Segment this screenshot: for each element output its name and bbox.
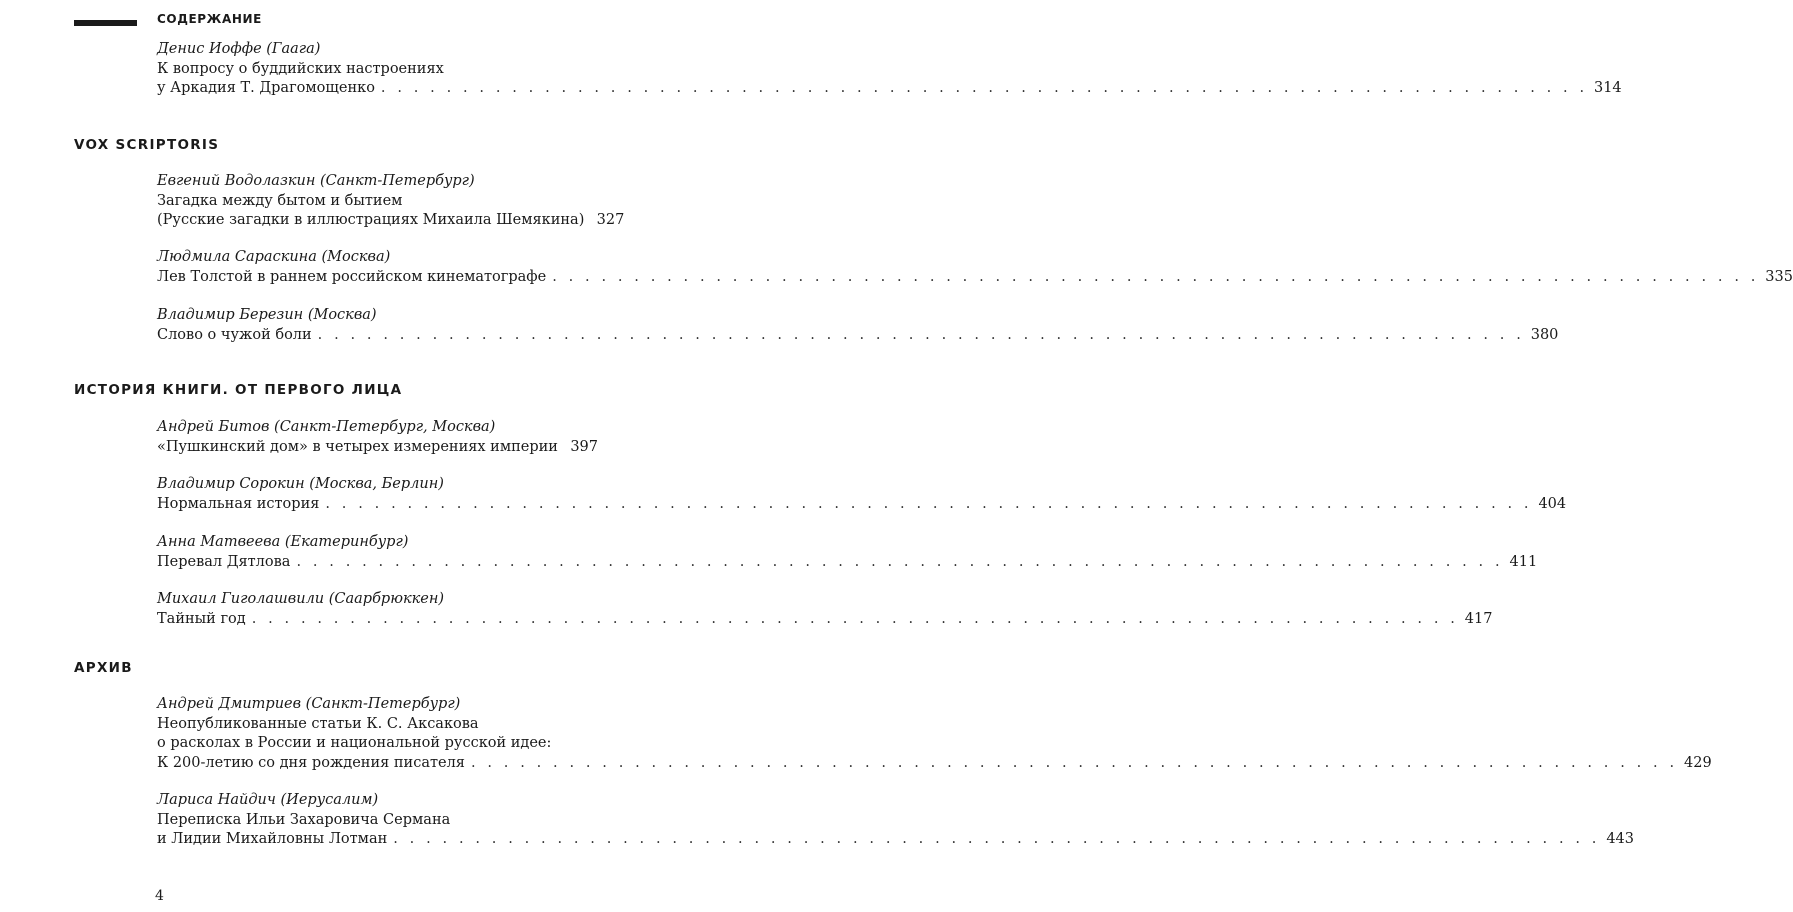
toc-entry — [157, 306, 1559, 345]
entry-title-line: К вопросу о буддийских настроениях — [157, 60, 444, 77]
header-rule — [74, 20, 137, 26]
entry-title-text: у Аркадия Т. Драгомощенко — [157, 80, 375, 96]
page-ref: 380 — [1530, 326, 1559, 343]
entry-title-last-line — [157, 268, 1793, 288]
entry-title-line: Переписка Ильи Захаровича Сермана — [157, 811, 451, 828]
page-ref: 429 — [1684, 754, 1712, 771]
entry-author: Людмила Сараскина (Москва) — [157, 249, 391, 265]
entry-author: Лариса Найдич (Иерусалим) — [157, 792, 379, 808]
toc-entry — [157, 791, 1635, 850]
page-ref: 443 — [1606, 831, 1635, 847]
page-ref: 314 — [1593, 80, 1622, 96]
dot-leader: . . . . . . . . . . . . . . . . . . . . . . . . . . . . . . . . . . . . . . . . . . . . . . . . . . . . . . . . . . . . . . . . . . . . . . . . . . — [393, 831, 1601, 847]
entry-author: Анна Матвеева (Екатеринбург) — [157, 534, 409, 550]
entry-author: Андрей Битов (Санкт-Петербург, Москва) — [157, 419, 496, 435]
entry-title-line: о расколах в России и национальной русской идее: — [157, 735, 552, 751]
entry-title-text: Лев Толстой в раннем российском кинематографе — [157, 268, 547, 285]
page-ref: 327 — [596, 212, 625, 228]
page-ref: 397 — [570, 438, 598, 455]
page-ref: 411 — [1509, 553, 1538, 570]
entry-title-last-line — [157, 553, 1538, 573]
toc-entry — [157, 590, 1493, 629]
section-title-vox-scriptoris: VOX SCRIPTORIS — [74, 137, 220, 153]
entry-author: Евгений Водолазкин (Санкт-Петербург) — [157, 173, 475, 189]
dot-leader: . . . . . . . . . . . . . . . . . . . . . . . . . . . . . . . . . . . . . . . . . . . . . . . . . . . . . . . . . . . . . . . . . . . . . . . . . . — [470, 754, 1678, 771]
section-title-book-history: ИСТОРИЯ КНИГИ. ОТ ПЕРВОГО ЛИЦА — [74, 382, 403, 398]
section-title-archive: АРХИВ — [74, 660, 133, 676]
page-number: 4 — [155, 888, 164, 904]
entry-author: Владимир Березин (Москва) — [157, 307, 377, 323]
entry-title-last-line — [157, 438, 598, 458]
entry-title-last-line — [157, 79, 1622, 99]
entry-title-last-line — [157, 610, 1493, 630]
page-ref: 417 — [1464, 610, 1493, 627]
toc-entry — [157, 695, 1712, 773]
page-ref: 404 — [1538, 495, 1567, 512]
entry-title-text: Нормальная история — [157, 495, 320, 512]
dot-leader: . . . . . . . . . . . . . . . . . . . . . . . . . . . . . . . . . . . . . . . . . . . . . . . . . . . . . . . . . . . . . . . . . . . . . . . . . . — [296, 553, 1504, 570]
entry-author: Денис Иоффе (Гаага) — [157, 41, 321, 57]
entry-title-line: Неопубликованные статьи К. С. Аксакова — [157, 715, 479, 732]
entry-title-line: Загадка между бытом и бытием — [157, 192, 403, 209]
entry-title-last-line — [157, 326, 1559, 346]
dot-leader: . . . . . . . . . . . . . . . . . . . . . . . . . . . . . . . . . . . . . . . . . . . . . . . . . . . . . . . . . . . . . . . . . . . . . . . . . . — [317, 326, 1525, 343]
entry-title-last-line — [157, 754, 1712, 774]
entry-title-text: и Лидии Михайловны Лотман — [157, 831, 388, 847]
toc-entry — [157, 475, 1567, 514]
entry-title-text: Слово о чужой боли — [157, 326, 312, 343]
dot-leader: . . . . . . . . . . . . . . . . . . . . . . . . . . . . . . . . . . . . . . . . . . . . . . . . . . . . . . . . . . . . . . . . . . . . . . . . . . — [325, 495, 1533, 512]
toc-entry — [157, 418, 598, 457]
entry-author: Владимир Сорокин (Москва, Берлин) — [157, 476, 444, 492]
entry-title-text: Перевал Дятлова — [157, 553, 291, 570]
page-ref: 335 — [1765, 268, 1793, 285]
toc-entry — [157, 172, 625, 231]
entry-title-last-line — [157, 495, 1567, 515]
entry-title-text: Тайный год — [157, 610, 246, 627]
entry-author: Андрей Дмитриев (Санкт-Петербург) — [157, 696, 461, 712]
entry-title-last-line — [157, 830, 1635, 850]
running-header: СОДЕРЖАНИЕ — [157, 12, 262, 26]
entry-title-text: «Пушкинский дом» в четырех измерениях империи — [157, 438, 558, 455]
dot-leader: . . . . . . . . . . . . . . . . . . . . . . . . . . . . . . . . . . . . . . . . . . . . . . . . . . . . . . . . . . . . . . . . . . . . . . . . . . — [251, 610, 1459, 627]
entry-title-last-line — [157, 211, 625, 231]
entry-title-text: (Русские загадки в иллюстрациях Михаила Шемякина) — [157, 212, 585, 228]
dot-leader: . . . . . . . . . . . . . . . . . . . . . . . . . . . . . . . . . . . . . . . . . . . . . . . . . . . . . . . . . . . . . . . . . . . . . . . . . . — [552, 268, 1759, 285]
toc-entry — [157, 533, 1538, 572]
entry-author: Михаил Гиголашвили (Саарбрюккен) — [157, 591, 445, 607]
entry-title-text: К 200-летию со дня рождения писателя — [157, 754, 465, 771]
dot-leader: . . . . . . . . . . . . . . . . . . . . . . . . . . . . . . . . . . . . . . . . . . . . . . . . . . . . . . . . . . . . . . . . . . . . . . . . . . — [380, 80, 1588, 96]
toc-entry — [157, 248, 1793, 287]
toc-entry — [157, 40, 1622, 99]
